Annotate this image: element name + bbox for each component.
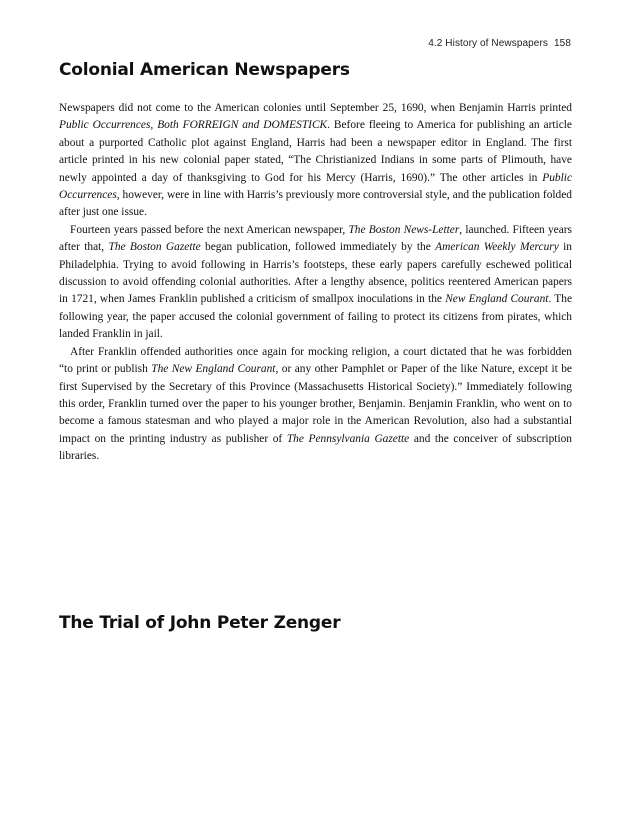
paragraph-1-title-public-occurrences-full: Public Occurrences, Both FORREIGN and DOMESTICK (59, 119, 328, 132)
paragraph-1-title-public-occurrences: Public Occurrences (59, 171, 572, 202)
section-title-zenger-trial: The Trial of John Peter Zenger (59, 613, 341, 633)
paragraph-2-title-news-letter: The Boston News-Letter (348, 223, 460, 236)
page-number: 158 (554, 38, 571, 49)
paragraph-3-text-a: After Franklin offended authorities once again for mocking religion, a court dictated that he was forbidden “to print or publish (59, 345, 572, 376)
paragraph-1-text-a: Newspapers did not come to the American colonies until September 25, 1690, when Benjamin Harris printed (59, 102, 572, 114)
paragraph-2-text-c: began publication, followed immediately by the (200, 241, 436, 254)
running-header-section: 4.2 History of Newspapers (428, 38, 548, 49)
paragraph-2-text-e: . The following year, the paper accused the colonial government of failing to protect its citizens from pirates, which landed Franklin in jail. (59, 293, 573, 341)
paragraph-3-text-b: , or any other Pamphlet or Paper of the like Nature, except it be first Supervised by the Secretary of this Province (Massachusetts Historical Society).” Immediately following this order, Franklin turned over the paper to his younger brother, Benjamin. Benjamin Franklin, who went on to become a famous statesman and who played a major role in the American Revolution, also had a substantial impact on the printing industry as publisher of (59, 363, 572, 445)
running-header (428, 38, 571, 49)
paragraph-2-title-weekly-mercury: American Weekly Mercury (435, 241, 559, 254)
paragraph-2-title-boston-gazette: The Boston Gazette (108, 241, 201, 254)
paragraph-3 (59, 344, 572, 466)
paragraph-3-text-c: and the conceiver of subscription libraries. (59, 432, 573, 463)
paragraph-2 (59, 222, 572, 344)
paragraph-3-title-pennsylvania-gazette: The Pennsylvania Gazette (286, 432, 410, 445)
paragraph-2-text-b: , launched. Fifteen years after that, (59, 223, 572, 254)
paragraph-1 (59, 100, 572, 222)
paragraph-2-title-courant: New England Courant (445, 293, 549, 306)
paragraph-3-title-courant: The New England Courant (151, 363, 276, 376)
section-body (59, 100, 572, 466)
paragraph-2-text-d: in Philadelphia. Trying to avoid following in Harris’s footsteps, these early papers carefully eschewed political discussion to avoid offending colonial authorities. After a lengthy absence, politics reentered American papers in 1721, when James Franklin published a criticism of smallpox inoculations in the (59, 241, 572, 306)
paragraph-2-text-a: Fourteen years passed before the next American newspaper, (70, 223, 349, 236)
paragraph-1-text-b: . Before fleeing to America for publishing an article about a purported Catholic plot against England, Harris had been a newspaper editor in England. The first article printed in his new colonial paper stated, “The Christianized Indians in some parts of Plimouth, have newly appointed a day of thanksgiving to God for his Mercy (Harris, 1690).” The other articles in (59, 119, 572, 184)
section-title-colonial-newspapers: Colonial American Newspapers (59, 60, 350, 80)
paragraph-1-text-c: , however, were in line with Harris’s previously more controversial style, and the publication folded after just one issue. (59, 189, 572, 219)
